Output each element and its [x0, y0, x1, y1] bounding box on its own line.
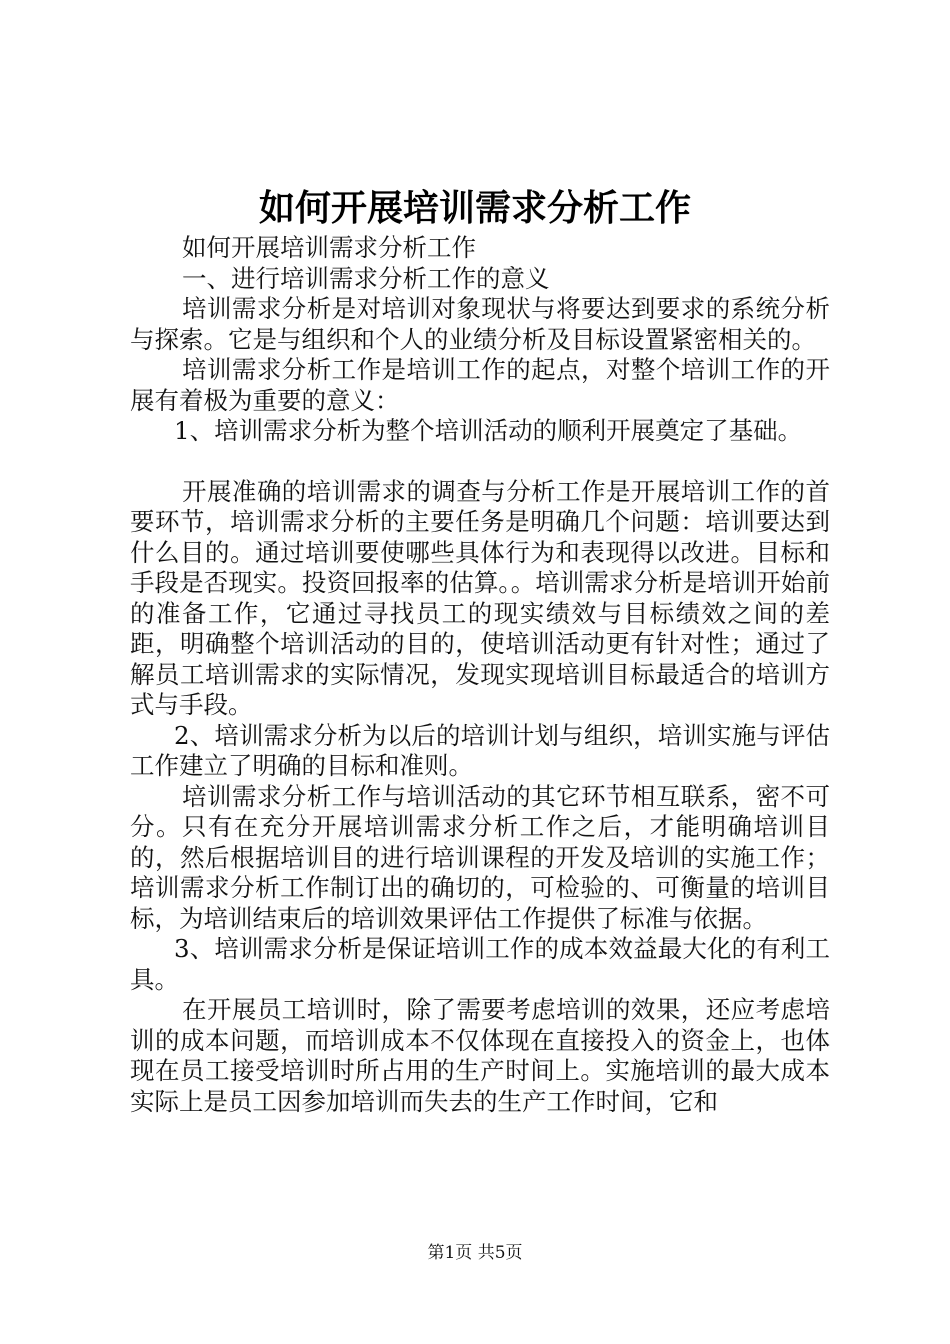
paragraph: 培训需求分析是对培训对象现状与将要达到要求的系统分析与探索。它是与组织和个人的业绩分析及目标设置紧密相关的。: [130, 294, 830, 354]
page-number: 第1页 共5页: [427, 1243, 523, 1263]
section-heading: 一、进行培训需求分析工作的意义: [182, 263, 550, 293]
paragraph: 培训需求分析工作是培训工作的起点，对整个培训工作的开展有着极为重要的意义：: [130, 355, 830, 415]
numbered-point: 3、培训需求分析是保证培训工作的成本效益最大化的有利工具。: [130, 934, 830, 994]
paragraph-spacer: [130, 447, 830, 477]
document-body: [130, 233, 830, 1117]
paragraph: 开展准确的培训需求的调查与分析工作是开展培训工作的首要环节，培训需求分析的主要任务是明确几个问题：培训要达到什么目的。通过培训要使哪些具体行为和表现得以改进。目标和手段是否现实。投资回报率的估算。。培训需求分析是培训开始前的准备工作，它通过寻找员工的现实绩效与目标绩效之间的差距，明确整个培训活动的目的，使培训活动更有针对性；通过了解员工培训需求的实际情况，发现实现培训目标最适合的培训方式与手段。: [130, 476, 830, 719]
numbered-point: 1、培训需求分析为整个培训活动的顺利开展奠定了基础。: [174, 416, 803, 445]
paragraph-subtitle: 如何开展培训需求分析工作: [182, 233, 476, 262]
document-title: 如何开展培训需求分析工作: [258, 187, 691, 229]
numbered-point: 2、培训需求分析为以后的培训计划与组织，培训实施与评估工作建立了明确的目标和准则。: [130, 720, 830, 780]
paragraph: 培训需求分析工作与培训活动的其它环节相互联系，密不可分。只有在充分开展培训需求分析工作之后，才能明确培训目的，然后根据培训目的进行培训课程的开发及培训的实施工作；培训需求分析工作制订出的确切的，可检验的、可衡量的培训目标，为培训结束后的培训效果评估工作提供了标准与依据。: [130, 781, 830, 933]
paragraph: 在开展员工培训时，除了需要考虑培训的效果，还应考虑培训的成本问题，而培训成本不仅体现在直接投入的资金上，也体现在员工接受培训时所占用的生产时间上。实施培训的最大成本实际上是员工因参加培训而失去的生产工作时间，它和: [130, 995, 830, 1116]
